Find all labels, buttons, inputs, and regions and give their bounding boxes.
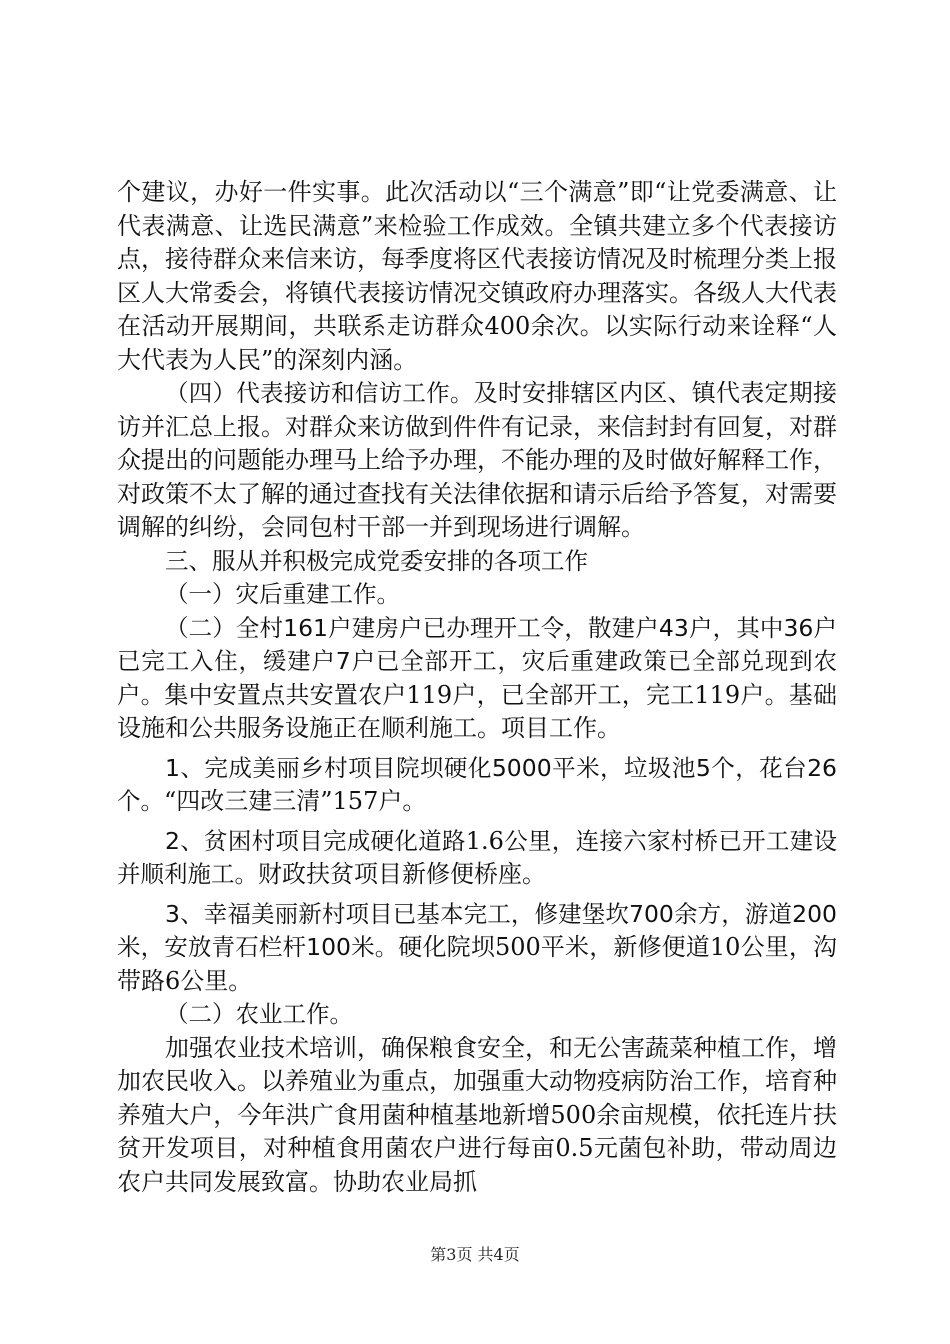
subheading-agriculture: （二）农业工作。 — [165, 1000, 353, 1028]
paragraph-representative-activity: 个建议，办好一件实事。此次活动以“三个满意”即“让党委满意、让代表满意、让选民满意”来检验工作成效。全镇共建立多个代表接访点，接待群众来信来访，每季度将区代表接访情况及时梳理分类上报区人大常委会，将镇代表接访情况交镇政府办理落实。各级人大代表在活动开展期间，共联系走访群众400余次。以实际行动来诠释“人大代表为人民”的深刻内涵。 — [117, 178, 837, 374]
paragraph-body: 及时安排辖区内区、镇代表定期接访并汇总上报。对群众来访做到件件有记录，来信封封有回复，对群众提出的问题能办理马上给予办理，不能办理的及时做好解释工作，对政策不太了解的通过查找有关法律依据和请示后给予答复，对需要调解的纠纷，会同包村干部一并到现场进行调解。 — [117, 379, 838, 541]
list-item-body: 硬化院坝500平米，新修便道10公里，沟带路6公里。 — [117, 933, 837, 995]
list-item-number: 1.6 — [465, 826, 504, 855]
paragraph-lead-bold: （二）全村161户建房户已办理开工令，散建户43户，其中36户已完工入住，缓建户7户已全部开工，灾后重建政策已全部兑现到农户。 — [117, 613, 837, 709]
subheading-post-disaster-rebuild: （一）灾后重建工作。 — [165, 580, 400, 608]
document-body — [117, 176, 837, 1199]
list-item-lead-bold: 2、贫困村项目完成硬化道路 — [165, 826, 466, 855]
section-heading-3: 三、服从并积极完成党委安排的各项工作 — [165, 546, 588, 575]
list-item-lead-bold: 3、幸福美丽新村项目已基本完工，修建堡坎700余方，游道200米，安放青石栏杆100米。 — [117, 899, 837, 961]
list-item-1 — [117, 752, 837, 819]
list-item-body: “四改三建三清”157户。 — [164, 787, 427, 815]
list-item-2 — [117, 825, 837, 892]
list-item-3 — [117, 898, 837, 999]
paragraph-lead-bold: （四）代表接访和信访工作。 — [165, 379, 474, 407]
paragraph-housing-rebuild — [117, 612, 837, 746]
list-item-lead-bold: 1、完成美丽乡村项目院坝硬化5000平米，垃圾池5个，花台26个。 — [117, 753, 837, 815]
paragraph-reception-petition — [117, 377, 837, 545]
list-item-lead-bold: 公里，连接六家村桥已开工建设并顺利施工。 — [117, 826, 838, 888]
list-item-body: 财政扶贫项目新修便桥座。 — [258, 860, 546, 888]
paragraph-body: 集中安置点共安置农户119户，已全部开工，完工119户。基础设施和公共服务设施正在顺利施工。项目工作。 — [117, 680, 837, 742]
page-footer: 第3页 共4页 — [430, 1245, 520, 1264]
paragraph-agriculture: 加强农业技术培训，确保粮食安全，和无公害蔬菜种植工作，增加农民收入。以养殖业为重点，加强重大动物疫病防治工作，培育种养殖大户，今年洪广食用菌种植基地新增500余亩规模，依托连片扶贫开发项目，对种植食用菌农户进行每亩0.5元菌包补助，带动周边农户共同发展致富。协助农业局抓 — [117, 1033, 837, 1196]
